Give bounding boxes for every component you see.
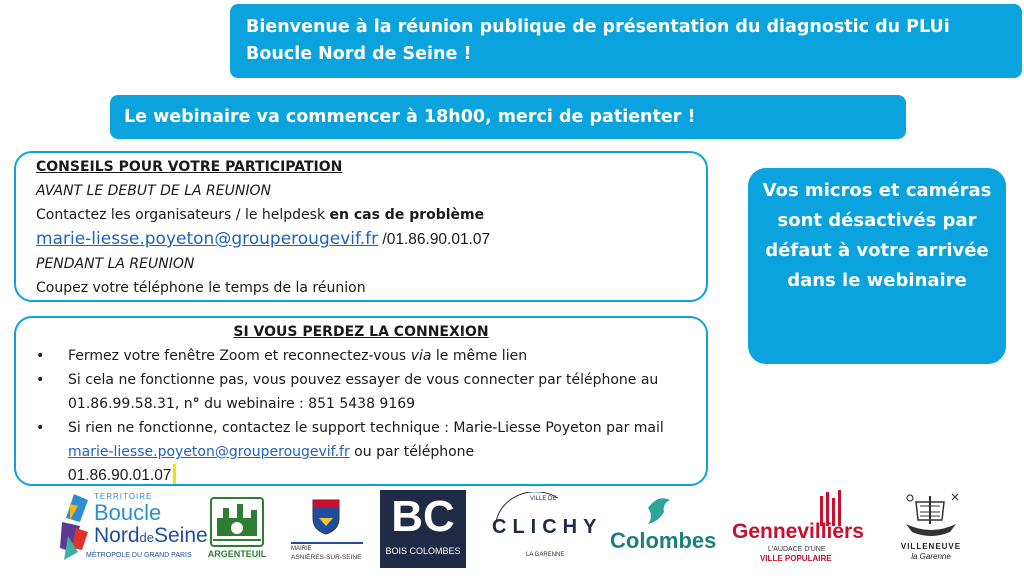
contact-bold-text: en cas de problème (329, 207, 485, 223)
asnieres-mairie-label: MAIRIE (291, 546, 312, 552)
logo-colombes (610, 490, 717, 568)
de-text: de (139, 530, 154, 545)
welcome-banner: Bienvenue à la réunion publique de présentation du diagnostic du PLUi Boucle Nord de Seine ! (230, 4, 1022, 78)
bullet-icon: • (36, 420, 45, 436)
support-email-link[interactable]: marie-liesse.poyeton@grouperougevif.fr (68, 444, 350, 460)
logo-gennevilliers (728, 490, 874, 568)
contact-line (36, 203, 706, 227)
boucle-territoire-label: TERRITOIRE (94, 492, 153, 501)
argenteuil-label: ARGENTEUIL (207, 549, 267, 559)
during-meeting-heading: PENDANT LA REUNION (36, 256, 195, 272)
logo-clichy (486, 492, 603, 568)
during-meeting-text: Coupez votre téléphone le temps de la réunion (36, 280, 366, 296)
webinar-start-banner: Le webinaire va commencer à 18h00, merci de patienter ! (110, 95, 906, 139)
contact-details-line (36, 227, 706, 252)
list-item-text: Fermez votre fenêtre Zoom et reconnectez-vous (68, 348, 411, 364)
villeneuve-ship-icon (896, 490, 966, 542)
argenteuil-crest-icon (209, 496, 265, 548)
nord-text: Nord (94, 524, 140, 547)
asnieres-rule (291, 542, 363, 544)
participation-tips-title: CONSEILS POUR VOTRE PARTICIPATION (36, 159, 343, 175)
clichy-name: CLICHY (492, 516, 603, 538)
villeneuve-name: VILLENEUVE (900, 542, 962, 551)
logo-bois-colombes (380, 490, 466, 568)
logo-asnieres-sur-seine (291, 496, 363, 566)
nord-de-seine-label (94, 524, 208, 548)
lost-connection-panel (14, 316, 708, 486)
colombes-bird-icon (644, 494, 674, 528)
metropole-label: MÉTROPOLE DU GRAND PARIS (86, 552, 192, 559)
list-item-italic: via (410, 348, 432, 364)
bullet-icon: • (36, 348, 45, 364)
boucle-label: Boucle (94, 500, 162, 525)
bc-name: BOIS COLOMBES (385, 546, 461, 556)
lost-connection-title: SI VOUS PERDEZ LA CONNEXION (233, 324, 489, 340)
villeneuve-subname: la Garenne (911, 552, 951, 561)
contact-text: Contactez les organisateurs / le helpdesk (36, 207, 330, 223)
list-item-text: Si cela ne fonctionne pas, vous pouvez essayer de vous connecter par téléphone au 01.86.99.58.31, n (68, 372, 659, 412)
list-item (36, 368, 686, 416)
gennevilliers-tagline-1: L'AUDACE D'UNE (768, 546, 826, 553)
list-item (36, 416, 686, 488)
seine-text: Seine (154, 524, 208, 547)
asnieres-name-label: ASNIÈRES-SUR-SEINE (291, 554, 362, 561)
logo-argenteuil (207, 496, 267, 562)
bc-initials: BC (391, 492, 455, 541)
clichy-bottom-label: LA GARENNE (526, 552, 565, 558)
participation-tips-panel (14, 151, 708, 302)
asnieres-shield-icon (311, 496, 341, 536)
list-item-text: le même lien (431, 348, 528, 364)
bullet-icon: • (36, 372, 45, 388)
list-item (36, 344, 686, 368)
logo-boucle-nord-de-seine (58, 490, 208, 568)
gennevilliers-tagline-2: VILLE POPULAIRE (760, 554, 832, 563)
text-cursor (173, 464, 176, 484)
partner-logos (0, 490, 1024, 576)
list-item-text: du webinaire : 851 5438 9169 (199, 396, 416, 412)
gennevilliers-name: Gennevilliers (732, 520, 864, 543)
list-item-text: ou par téléphone (349, 444, 475, 460)
list-item-bold: ° (192, 396, 200, 412)
microphone-notice: Vos micros et caméras sont désactivés par défaut à votre arrivée dans le webinaire (748, 168, 1006, 364)
logo-villeneuve-la-garenne (888, 490, 974, 570)
helpdesk-email-link[interactable]: marie-liesse.poyeton@grouperougevif.fr (36, 229, 379, 249)
list-item-text: Si rien ne fonctionne, contactez le support technique : Marie-Liesse Poyeton par mail (68, 420, 664, 436)
clichy-top-label: VILLE DE (530, 496, 557, 502)
support-phone: 01.86.90.01.07 (68, 467, 172, 484)
helpdesk-phone: /01.86.90.01.07 (378, 231, 491, 248)
colombes-label: Colombes (610, 528, 717, 553)
before-meeting-heading: AVANT LE DEBUT DE LA REUNION (36, 183, 271, 199)
